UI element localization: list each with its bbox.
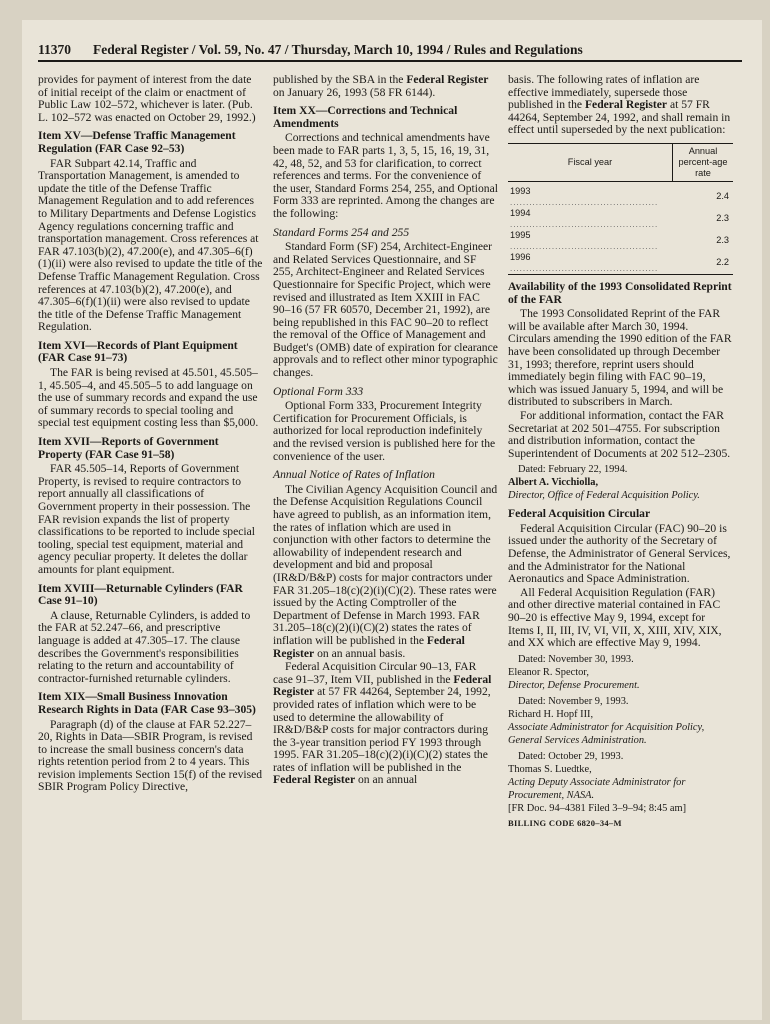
paragraph: For additional information, contact the FAR Secretariat at 202 501–4755. For subscription and distribution information, contact the Superintendent of Documents at 202 512–2305. (508, 408, 731, 460)
signature-date: Dated: February 22, 1994. (518, 464, 628, 476)
signature-title: Acting Deputy Associate Administrator for Procurement, NASA. (508, 776, 686, 801)
paragraph: The 1993 Consolidated Reprint of the FAR will be available after March 30, 1994. Circulars amending the 1990 edition of the FAR have been consolidated up through December 31, 1993; therefore, reprint users should immediately begin filing with FAC 90–19, which was issued January 5, 1994, and will be distributed to subscribers in March. (508, 307, 732, 409)
paragraph: FAR Subpart 42.14, Traffic and Transportation Management, is amended to update the title of the Defense Traffic Management Regulation and to add references to Military Departments and Defense Logistics Agency regulations concerning traffic and transportation management. Cross references at FAR 47.103(b)(2), 47.200(e), and 47.305–6(f)(1)(ii) were also revised to update the title of the Defense Traffic Management Regulation. Cross references at 47.103(b)(2), 47.200(e), and 47.305–6(f)(1)(ii) were also revised to update the title of the Defense Traffic Management Regulation. (38, 156, 263, 334)
paragraph: Paragraph (d) of the clause at FAR 52.227–20, Rights in Data—SBIR Program, is revised to increase the small business concern's data rights retention period from 2 to 4 years. This revision implements Section 15(f) of the revised SBIR Program Policy Directive, (38, 717, 263, 794)
billing-code: BILLING CODE 6820–34–M (508, 817, 622, 828)
header-rule (38, 60, 742, 62)
subheading-annual-notice: Annual Notice of Rates of Inflation (273, 468, 435, 482)
paragraph: provides for payment of interest from the date of initial receipt of the claim or enactment of Public Law 102–572, whichever is later. (Pub. L. 102–572 was enacted on October 29, 1992.) (38, 73, 256, 124)
running-header (38, 42, 742, 58)
signature-title: Director, Defense Procurement. (508, 679, 640, 691)
document-page (22, 20, 762, 1020)
table-header-annual-rate: Annual percent-age rate (673, 143, 734, 181)
table-header-fiscal-year: Fiscal year (508, 143, 673, 181)
column-3 (508, 74, 733, 830)
section-heading-availability: Availability of the 1993 Consolidated Reprint of the FAR (508, 279, 732, 306)
subheading-standard-forms: Standard Forms 254 and 255 (273, 225, 410, 239)
page-number: 11370 (38, 42, 72, 57)
section-heading-item-xix: Item XIX—Small Business Innovation Research Rights in Data (FAR Case 93–305) (38, 690, 256, 716)
signature-name: Thomas S. Luedtke, (508, 763, 592, 775)
table-row: 1996 .............................................. 2.2 (508, 252, 733, 275)
table-row: 1995 .............................................. 2.3 (510, 229, 729, 251)
column-1 (38, 74, 263, 795)
paragraph: All Federal Acquisition Regulation (FAR) and other directive material contained in FAC 90–20 is effective May 9, 1994, except for Items I, II, III, IV, VI, VII, X, XIII, XIV, XIX, and XX which are effective May 9, 1994. (508, 585, 722, 650)
paragraph: Corrections and technical amendments have been made to FAR parts 1, 3, 5, 15, 16, 19, 31, 42, 48, 52, and 53 for clarification, to correct references and terms. For the convenience of the user, Standard Forms 254, 255, and Optional Form 333 are reprinted. Among the changes are the following: (273, 131, 498, 220)
section-heading-fac: Federal Acquisition Circular (508, 507, 651, 521)
section-heading-item-xx: Item XX—Corrections and Technical Amendments (273, 104, 458, 130)
table-row: 1993 .............................................. 2.4 (510, 185, 729, 207)
section-heading-item-xvi: Item XVI—Records of Plant Equipment (FAR Case 91–73) (38, 338, 238, 365)
paragraph: A clause, Returnable Cylinders, is added to the FAR at 52.247–66, and prescriptive language is added at 47.305–17. The clause describes the Government's responsibilities relating to the return and accountability of contractor-furnished returnable cylinders. (38, 608, 251, 685)
signature-block (508, 653, 733, 830)
inflation-rates-table (508, 143, 733, 275)
signature-date: Dated: October 29, 1993. (518, 750, 624, 762)
paragraph: FAR 45.505–14, Reports of Government Property, is revised to require contractors to report annually all classifications of Government property in their possession. The FAR revision expands the list of property classifications to be reported to include special tooling, special test equipment, material and agency peculiar property. It deletes the dollar amounts for plant equipment. (38, 462, 255, 576)
paragraph: Federal Acquisition Circular (FAC) 90–20 is issued under the authority of the Secretary of Defense, the Administrator of General Services, and the Administrator for the National Aeronautics and Space Administration. (508, 521, 731, 586)
signature-name: Eleanor R. Spector, (508, 666, 589, 678)
paragraph: basis. The following rates of inflation are effective immediately, supersede those published in the Federal Register at 57 FR 44264, September 24, 1992, and shall remain in effect until superseded by the next publication: (508, 73, 731, 137)
section-heading-item-xvii: Item XVII—Reports of Government Property (FAR Case 91–58) (38, 435, 219, 461)
section-heading-item-xv: Item XV—Defense Traffic Management Regulation (FAR Case 92–53) (38, 129, 236, 155)
column-2 (273, 74, 498, 788)
table-row: 1994 .............................................. 2.3 (510, 207, 729, 229)
signature-date: Dated: November 30, 1993. (518, 653, 634, 665)
paragraph: Optional Form 333, Procurement Integrity Certification for Procurement Officials, is authorized for local reproduction indefinitely and the revised version is published here for the convenience of the user. (273, 399, 496, 463)
signature-title: Associate Administrator for Acquisition Policy, General Services Administration. (508, 721, 705, 746)
fr-doc-line: [FR Doc. 94–4381 Filed 3–9–94; 8:45 am] (508, 802, 687, 814)
section-heading-item-xviii: Item XVIII—Returnable Cylinders (FAR Case 91–10) (38, 581, 243, 608)
signature-name: Richard H. Hopf III, (508, 708, 594, 720)
running-head-title: Federal Register / Vol. 59, No. 47 / Thursday, March 10, 1994 / Rules and Regulations (93, 42, 583, 57)
subheading-optional-form: Optional Form 333 (273, 384, 364, 398)
signature-date: Dated: November 9, 1993. (518, 695, 629, 707)
paragraph: The Civilian Agency Acquisition Council and the Defense Acquisition Regulations Council have agreed to publish, as an information item, the rates of inflation which are used in conjunction with other factors to determine the allowability of independent research and development and bid and proposal (IR&D/B&P) costs for major contractors under FAR 31.205–18(c)(2)(i)(C)(2). These rates were issued by the Acting Comptroller of the Department of Defense in March 1993. FAR 31.205–18(c)(2)(i)(C)(2) states the rates of inflation will be published in the Federal Register on an annual basis. (273, 482, 498, 660)
paragraph: Federal Acquisition Circular 90–13, FAR case 91–37, Item VII, published in the Federal Register at 57 FR 44264, September 24, 1992, provided rates of inflation which were to be used to determine the allowability of IR&D/B&P costs for major contractors during the 3-year transition period FY 1993 through 1995. FAR 31.205–18(c)(2)(i)(C)(2) states the rates of inflation will be published in the Federal Register on an annual (273, 660, 492, 787)
paragraph: published by the SBA in the Federal Register on January 26, 1993 (58 FR 6144). (273, 73, 489, 99)
signature-title: Director, Office of Federal Acquisition Policy. (508, 490, 700, 502)
paragraph: Standard Form (SF) 254, Architect-Engineer and Related Services Questionnaire, and SF 255, Architect-Engineer and Related Services Questionnaire for Specific Project, which were revised and illustrated as Item XXIII in FAC 90–16 (57 FR 60570, December 21, 1992), are being republished in this FAC 90–20 to reflect the removal of the Office of Management and Budget's (OMB) date of expiration for clearance approvals and to reflect other minor typographic changes. (273, 240, 498, 380)
paragraph: The FAR is being revised at 45.501, 45.505–1, 45.505–4, and 45.505–5 to add language on the use of summary records and expand the use of summary records to special tooling and special test equipment costing less than $5,000. (38, 366, 259, 430)
signature-block (508, 463, 733, 502)
signature-name: Albert A. Vicchiolla, (508, 477, 599, 489)
